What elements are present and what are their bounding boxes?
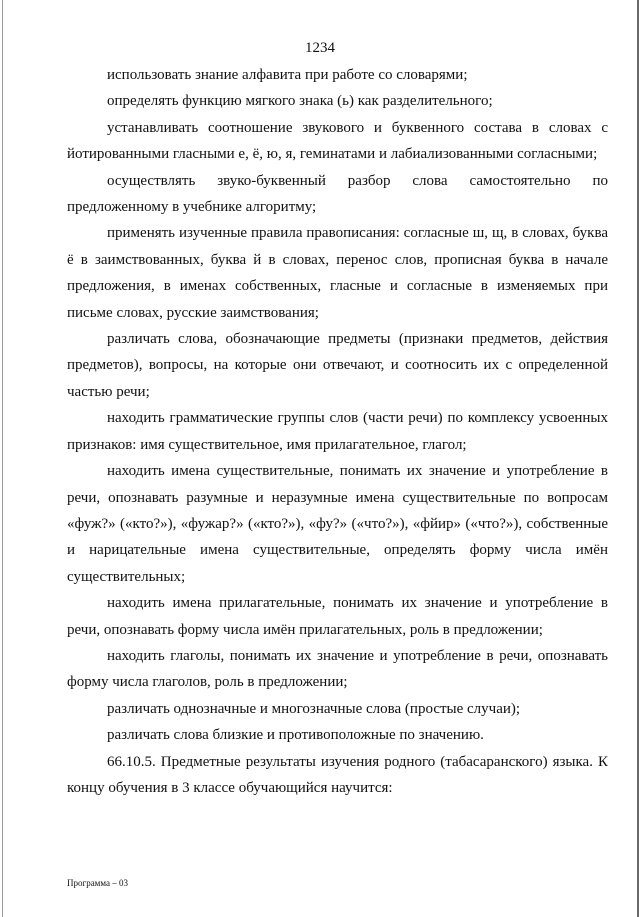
scan-edge-left [2, 0, 3, 917]
scan-edge-right [637, 0, 639, 917]
page-number: 1234 [305, 40, 335, 56]
paragraph-verbs: находить глаголы, понимать их значение и употребление в речи, опознавать форму числа глаголов, роль в предложении; [67, 647, 608, 691]
paragraph-synonyms-antonyms: различать слова близкие и противоположные по значению. [107, 727, 484, 744]
paragraph-sound-letter-ratio: устанавливать соотношение звукового и буквенного состава в словах с йотированными гласными е, ё, ю, я, геминатами и лабиализованными согласными; [67, 119, 608, 163]
paragraph-polysemy: различать однозначные и многозначные слова (простые случаи); [107, 700, 521, 717]
paragraph-parts-of-speech: находить грамматические группы слов (части речи) по комплексу усвоенных признаков: имя существительное, имя прилагательное, глагол; [67, 410, 608, 453]
paragraph-nouns: находить имена существительные, понимать их значение и употребление в речи, опознавать разумные и неразумные имена существительные по вопросам «фуж?» («кто?»), «фужар?» («кто?»), «фу?» («что?»), «фйир» («что?»), собственные и нарицательные имена существительные, определять форму числа имён существительных; [67, 463, 608, 585]
paragraph-subject-results: 66.10.5. Предметные результаты изучения родного (табасаранского) языка. К концу обучения в 3 классе обучающийся научится: [67, 753, 608, 796]
paragraph-phonetic-analysis: осуществлять звуко-буквенный разбор слова самостоятельно по предложенному в учебнике алгоритму; [67, 172, 608, 216]
paragraph-adjectives: находить имена прилагательные, понимать их значение и употребление в речи, опознавать форму числа имён прилагательных, роль в предложении; [67, 595, 608, 638]
paragraph-soft-sign: определять функцию мягкого знака (ь) как разделительного; [107, 93, 493, 110]
paragraph-word-meaning: различать слова, обозначающие предметы (признаки предметов, действия предметов), вопросы, на которые они отвечают, и соотносить их с определенной частью речи; [67, 331, 608, 400]
footer-label: Программа – 03 [67, 878, 129, 888]
paragraph-spelling-rules: применять изученные правила правописания: согласные ш, щ, в словах, буква ё в заимствованных, буква й в словах, перенос слов, прописная буква в начале предложения, в именах собственных, гласные и согласные в изменяемых при письме словах, русские заимствования; [67, 225, 608, 321]
paragraph-alphabet: использовать знание алфавита при работе со словарями; [107, 67, 468, 83]
body-text [67, 62, 608, 801]
